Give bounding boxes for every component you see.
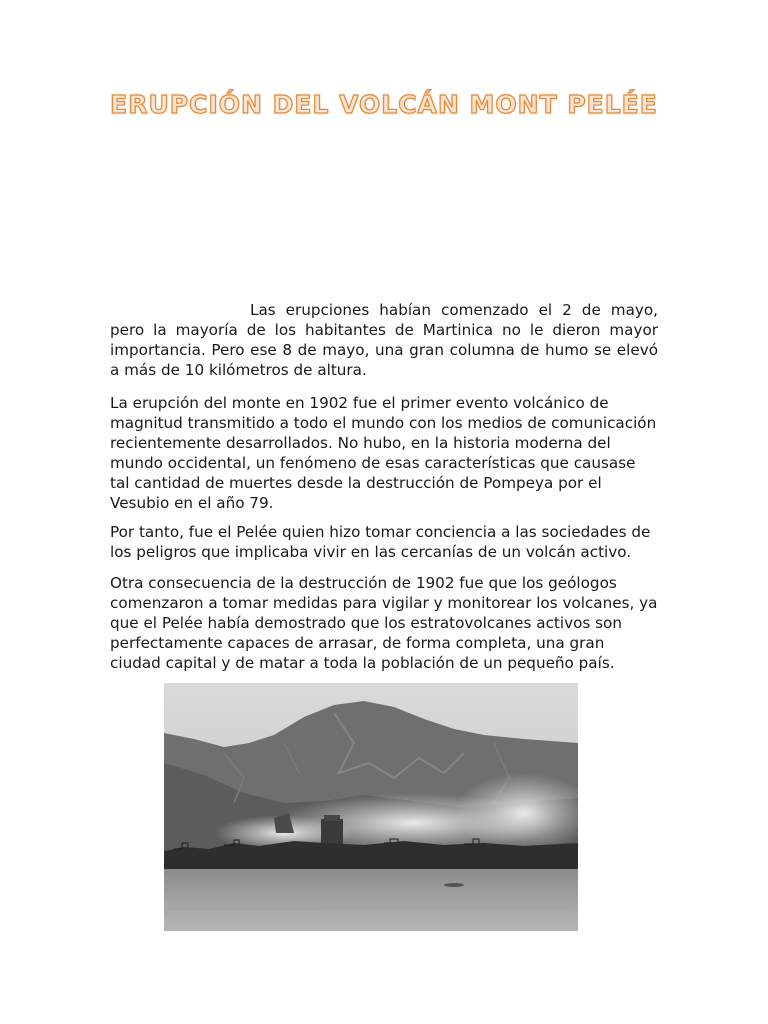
eruption-photograph — [164, 683, 578, 931]
paragraph-3: Por tanto, fue el Pelée quien hizo tomar conciencia a las sociedades de los peligros que implicaba vivir en las cercanías de un volcán activo. — [110, 523, 651, 561]
paragraph-1-text: Las erupciones habían comenzado el 2 de mayo, pero la mayoría de los habitantes de Martinica no le dieron mayor importancia. Pero ese 8 de mayo, una gran columna de humo se elevó a más de 10 kilómetros de altura. — [110, 301, 658, 379]
paragraph-4: Otra consecuencia de la destrucción de 1902 fue que los geólogos comenzaron a tomar medidas para vigilar y monitorear los volcanes, ya que el Pelée había demostrado que los estratovolcanes activos son perfectamente capaces de arrasar, de forma completa, una gran ciudad capital y de matar a toda la población de un pequeño país. — [110, 574, 658, 672]
paragraph-1 — [110, 300, 658, 380]
paragraph-2: La erupción del monte en 1902 fue el primer evento volcánico de magnitud transmitido a todo el mundo con los medios de comunicación recientemente desarrollados. No hubo, en la historia moderna del mundo occidental, un fenómeno de esas características que causase tal cantidad de muertes desde la destrucción de Pompeya por el Vesubio en el año 79. — [110, 394, 657, 512]
document-title: ERUPCIÓN DEL VOLCÁN MONT PELÉE — [110, 90, 658, 119]
